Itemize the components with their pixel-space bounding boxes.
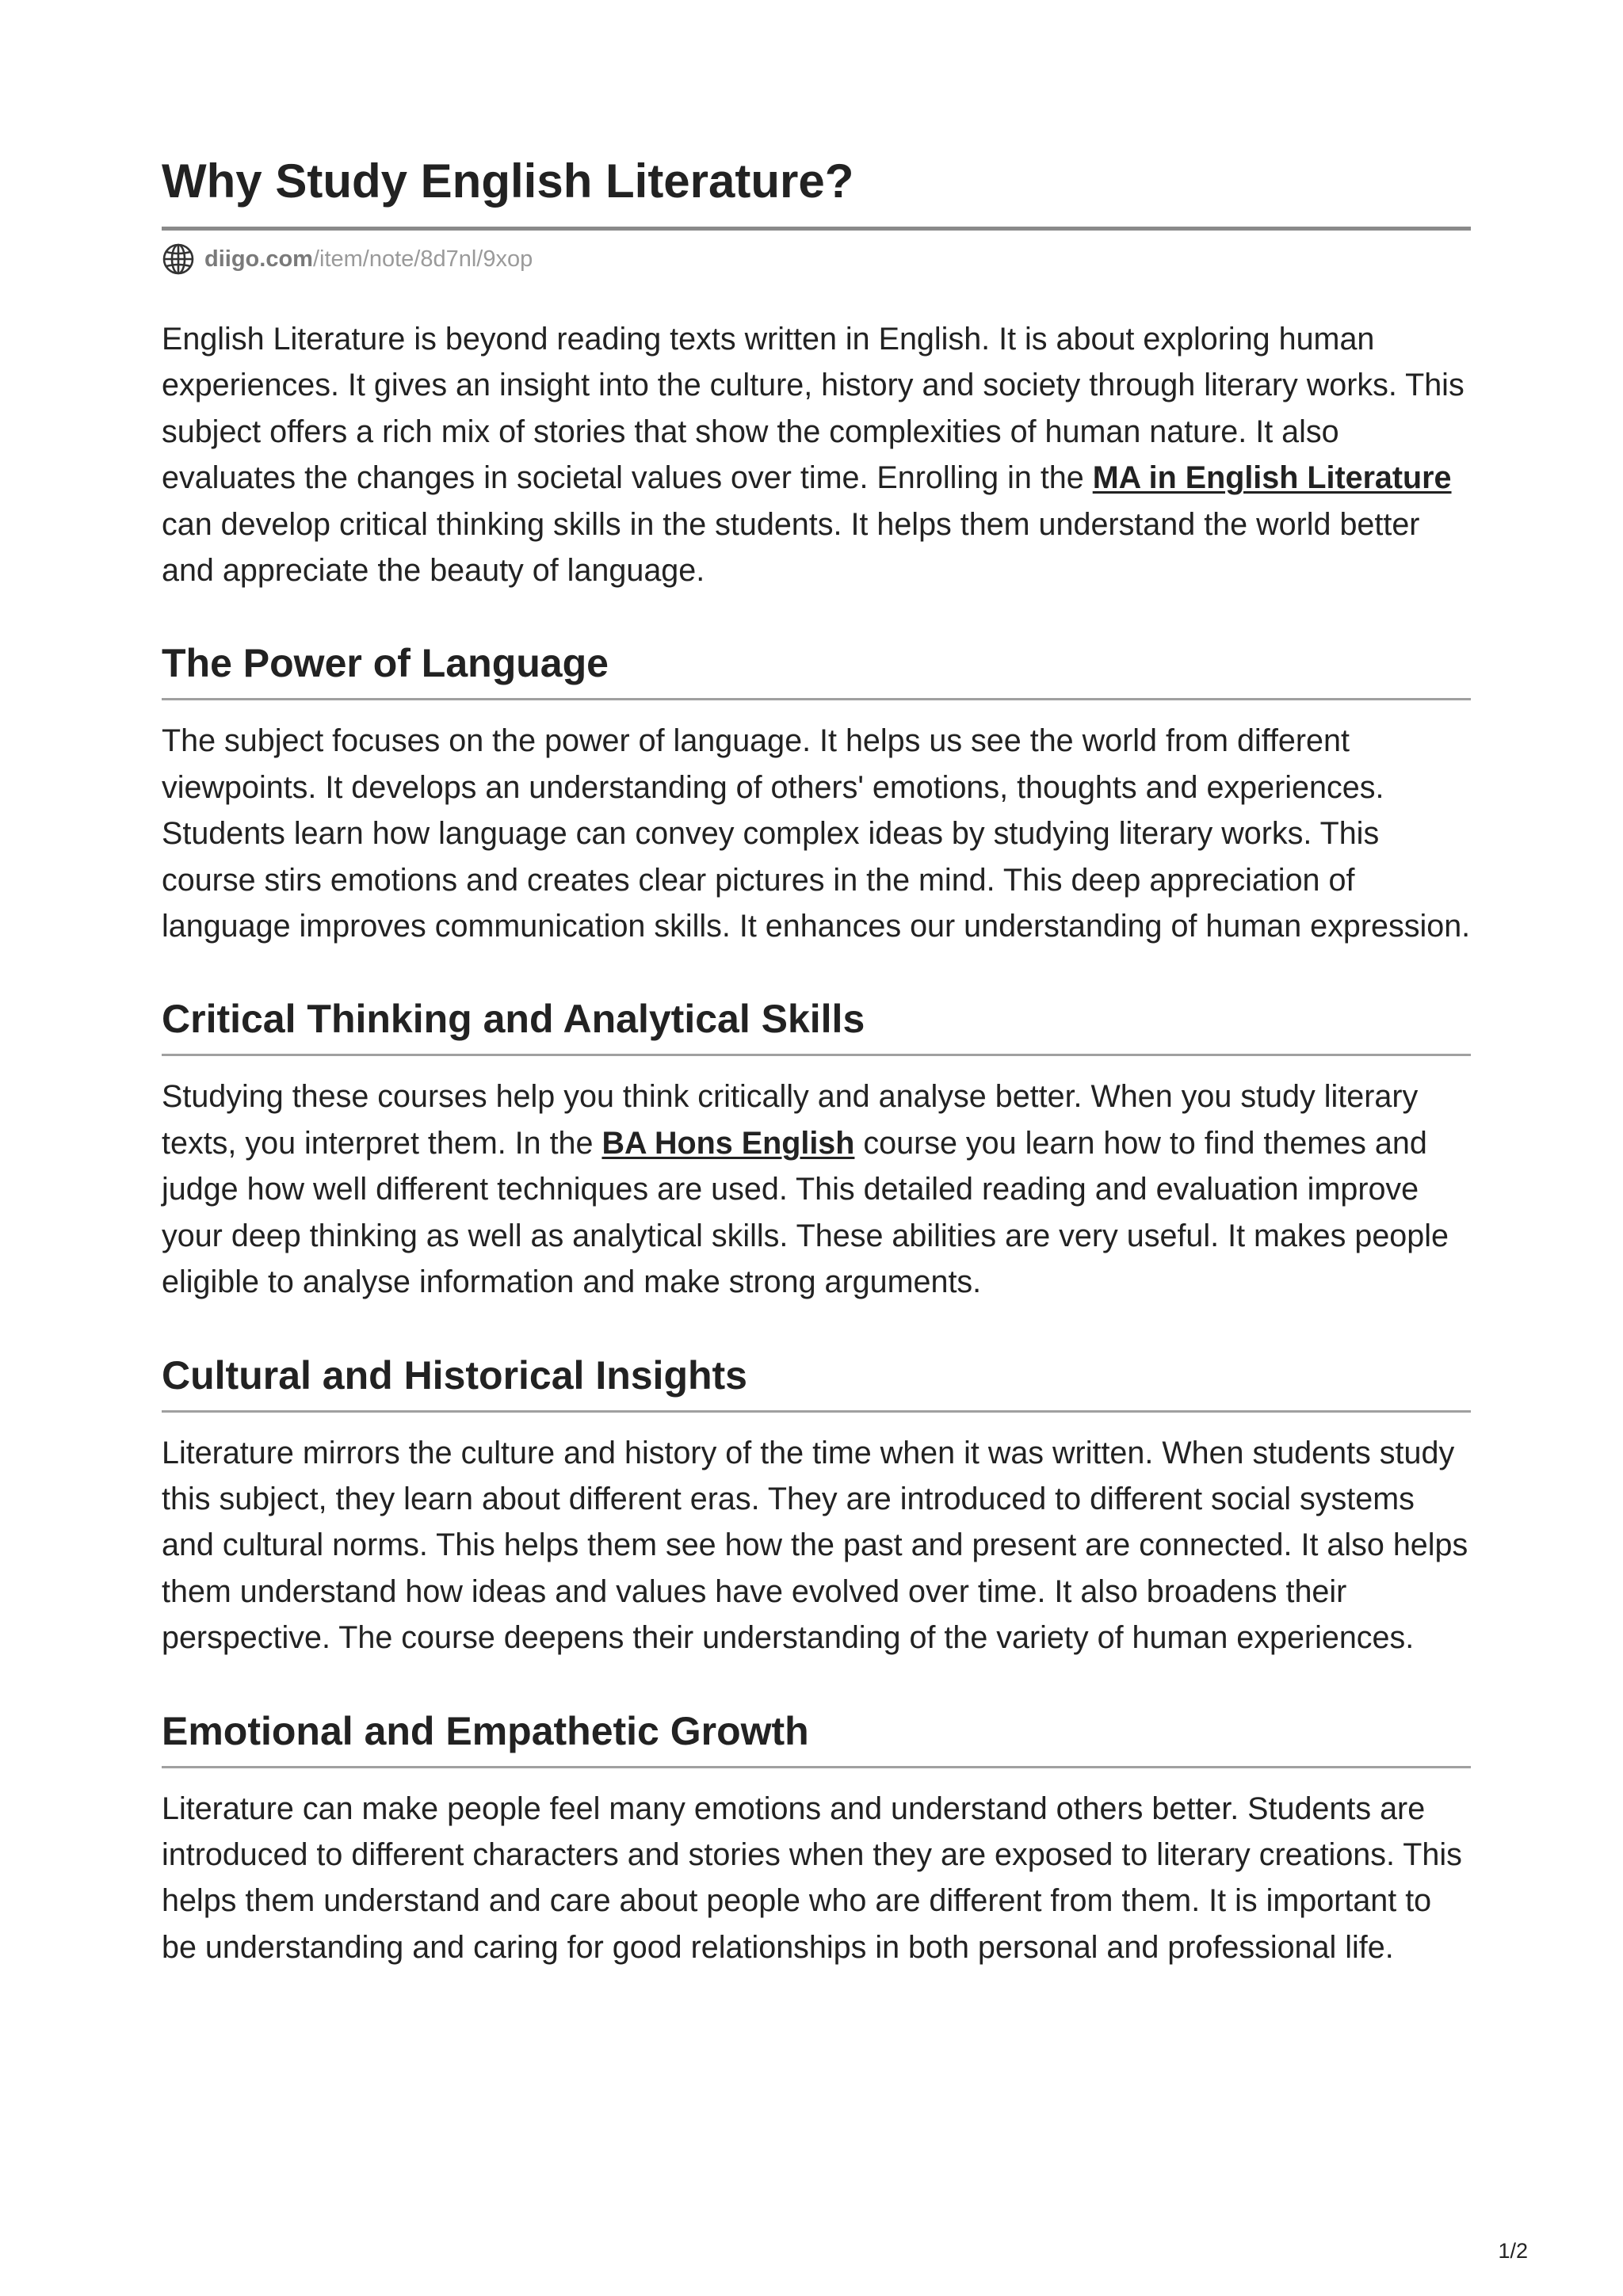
section-emotional-growth: [162, 1707, 1471, 1971]
intro-paragraph: [162, 316, 1471, 593]
section-paragraph: Literature mirrors the culture and history of the time when it was written. When students study this subject, they learn about different eras. They are introduced to different social systems and cultural norms. This helps them see how the past and present are connected. It also helps them understand how ideas and values have evolved over time. It also broadens their perspective. The course deepens their understanding of the variety of human experiences.: [162, 1435, 1468, 1656]
page-number: 1/2: [1498, 2239, 1528, 2263]
page-title: Why Study English Literature?: [162, 154, 854, 208]
section-paragraph: Literature can make people feel many emotions and understand others better. Students are introduced to different characters and stories when they are exposed to literary creations. This helps them understand and care about people who are different from them. It is important to be understanding and caring for good relationships in both personal and professional life.: [162, 1791, 1462, 1965]
ba-hons-english-link[interactable]: BA Hons English: [601, 1125, 855, 1161]
section-critical-thinking: [162, 995, 1471, 1305]
section-divider: [162, 1766, 1471, 1768]
section-paragraph: The subject focuses on the power of language. It helps us see the world from different viewpoints. It develops an understanding of others' emotions, thoughts and experiences. Students learn how language can convey complex ideas by studying literary works. This course stirs emotions and creates clear pictures in the mind. This deep appreciation of language improves communication skills. It enhances our understanding of human expression.: [162, 723, 1471, 944]
section-divider: [162, 1054, 1471, 1056]
section-text-before-link: Studying these courses help you think critically and analyse better. When you study literary texts, you interpret them. In the: [162, 1079, 1419, 1161]
section-heading: Critical Thinking and Analytical Skills: [162, 997, 865, 1042]
source-line: [162, 242, 1471, 277]
section-heading: The Power of Language: [162, 641, 609, 686]
section-divider: [162, 698, 1471, 700]
title-divider: [162, 227, 1471, 231]
article: [162, 151, 1471, 1970]
source-path[interactable]: /item/note/8d7nl/9xop: [312, 246, 533, 272]
intro-text-after-link: can develop critical thinking skills in the students. It helps them understand the world better and appreciate the beauty of language.: [162, 506, 1420, 589]
section-heading: Emotional and Empathetic Growth: [162, 1708, 809, 1753]
source-domain[interactable]: diigo.com: [204, 246, 313, 272]
intro-text-before-link: English Literature is beyond reading texts written in English. It is about exploring human experiences. It gives an insight into the culture, history and society through literary works. This subject offers a rich mix of stories that show the complexities of human nature. It also evaluates the changes in societal values over time. Enrolling in the: [162, 322, 1465, 496]
section-cultural-historical: [162, 1352, 1471, 1661]
section-paragraph: [162, 1074, 1471, 1305]
ma-english-literature-link[interactable]: MA in English Literature: [1092, 460, 1452, 496]
section-text-after-link: course you learn how to find themes and judge how well different techniques are used. This detailed reading and evaluation improve your deep thinking as well as analytical skills. These abilities are very useful. It makes people eligible to analyse information and make strong arguments.: [162, 1125, 1449, 1300]
section-heading: Cultural and Historical Insights: [162, 1352, 747, 1398]
section-power-of-language: [162, 639, 1471, 949]
globe-icon: [162, 242, 195, 276]
section-divider: [162, 1410, 1471, 1413]
